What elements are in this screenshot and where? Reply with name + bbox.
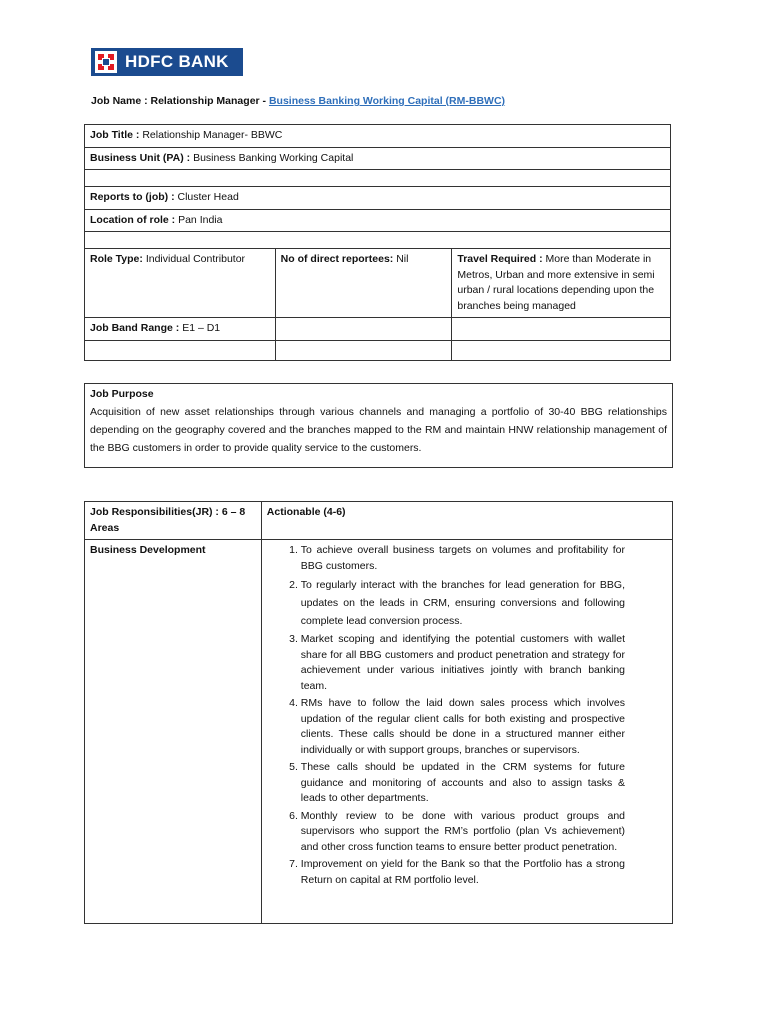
empty-cell xyxy=(275,318,452,341)
actionable-list xyxy=(267,543,667,888)
empty-row xyxy=(85,232,671,249)
job-name-heading xyxy=(91,95,505,107)
job-name-link[interactable]: Business Banking Working Capital (RM-BBWC) xyxy=(268,95,506,107)
empty-cell xyxy=(275,340,452,360)
list-item: 5. These calls should be updated in the CRM systems for future guidance and monitoring of accounts and also to assign tasks & leads to other departments. xyxy=(301,760,667,807)
travel-cell: Travel Required : More than Moderate in Metros, Urban and more extensive in semi urban / rural locations depending upon the branches being managed xyxy=(452,249,671,318)
job-details-table xyxy=(84,124,671,361)
empty-cell xyxy=(452,318,671,341)
list-item: 1. To achieve overall business targets on volumes and profitability for BBG customers. xyxy=(301,543,667,574)
actionable-list-cell xyxy=(261,540,672,924)
list-item: 3. Market scoping and identifying the potential customers with wallet share for all BBG customers and product penetration and strategy for achievement under various initiatives jointly with branch banking team. xyxy=(301,632,667,694)
band-range-cell: Job Band Range : E1 – D1 xyxy=(85,318,276,341)
list-item: 6. Monthly review to be done with various product groups and supervisors who support the RM’s portfolio (plan Vs achievement) and other cross function teams to ensure better product penetration. xyxy=(301,809,667,856)
job-purpose-table xyxy=(84,383,673,468)
list-item: 2. To regularly interact with the branches for lead generation for BBG, updates on the leads in CRM, ensuring conversions and following complete lead conversion process. xyxy=(301,576,667,630)
hdfc-logo xyxy=(91,48,243,76)
area-cell: Business Development xyxy=(85,540,262,924)
role-type-cell: Role Type: Individual Contributor xyxy=(85,249,276,318)
reportees-cell: No of direct reportees: Nil xyxy=(275,249,452,318)
location-cell: Location of role : Pan India xyxy=(85,209,671,232)
list-item: 7. Improvement on yield for the Bank so that the Portfolio has a strong Return on capital at RM portfolio level. xyxy=(301,857,667,888)
job-purpose-cell xyxy=(85,384,673,468)
responsibilities-header: Job Responsibilities(JR) : 6 – 8 Areas xyxy=(85,502,262,540)
responsibilities-table xyxy=(84,501,673,924)
actionable-header: Actionable (4-6) xyxy=(261,502,672,540)
empty-cell xyxy=(452,340,671,360)
job-name-label: Job Name : Relationship Manager - xyxy=(91,95,269,107)
job-purpose-text: Acquisition of new asset relationships through various channels and managing a portfolio of 30-40 BBG relationships depending on the geography covered and the branches mapped to the RM and maintain HNW relationship management of the BBG customers in order to provide quality service to the customers. xyxy=(90,405,667,454)
logo-text: HDFC BANK xyxy=(125,52,229,71)
hdfc-logo-icon xyxy=(95,51,117,73)
business-unit-cell: Business Unit (PA) : Business Banking Working Capital xyxy=(85,147,671,170)
list-item: 4. RMs have to follow the laid down sales process which involves updation of the regular client calls for both existing and prospective clients. These calls should be done in a structured manner either individually or with support groups, branches or supervisors. xyxy=(301,696,667,758)
empty-row xyxy=(85,170,671,187)
job-purpose-title: Job Purpose xyxy=(90,388,154,400)
job-title-cell: Job Title : Relationship Manager- BBWC xyxy=(85,125,671,148)
empty-cell xyxy=(85,340,276,360)
reports-to-cell: Reports to (job) : Cluster Head xyxy=(85,187,671,210)
